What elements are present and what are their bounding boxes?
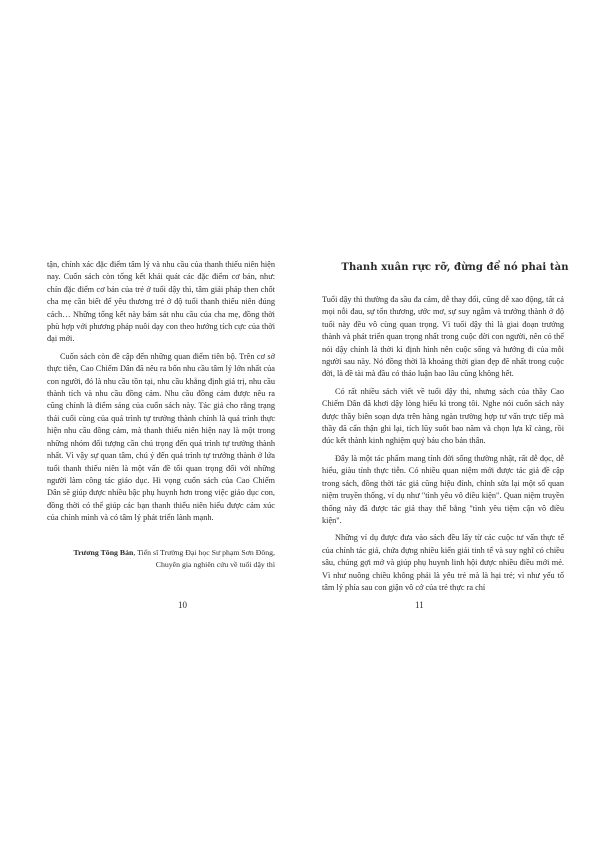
left-paragraph-1: tận, chính xác đặc điểm tâm lý và nhu cầu của thanh thiếu niên hiện nay. Cuốn sách còn tổng kết khái quát các đặc điểm cơ bản, như: chín đặc điểm cơ bản của trẻ ở tuổi dậy thì, tâm giải pháp then chốt cha mẹ cần biết để yêu thương trẻ ở độ tuổi thanh thiếu niên đúng cách… Những tổng kết này bám sát nhu cầu của cha mẹ, đồng thời phù hợp với phương pháp nuôi dạy con theo hướng tích cực của thời đại mới. bbox=[47, 260, 275, 344]
right-body-text bbox=[322, 294, 564, 599]
attribution bbox=[35, 547, 275, 571]
right-paragraph-2: Có rất nhiều sách viết về tuổi dậy thì, nhưng sách của thầy Cao Chiếm Dân đã khơi dậy lòng hiếu kì trong tôi. Nghe nói cuốn sách này được thầy biên soạn dựa trên hàng ngàn trường hợp tư vấn trực tiếp mà thầy đã cẩn thận ghi lại, tích lũy suốt bao năm và chọn lựa kĩ càng, rồi đúc kết thành kinh nghiệm quý báu cho bản thân. bbox=[322, 386, 564, 446]
chapter-title: Thanh xuân rực rỡ, đừng để nó phai tàn bbox=[341, 262, 569, 273]
attribution-name: Trương Tông Bản bbox=[73, 548, 134, 557]
right-paragraph-4: Những ví dụ được đưa vào sách đều lấy từ các cuộc tư vấn thực tế của chính tác giả, chứa đựng nhiều kiến giải tinh tế và suy nghĩ có chiều sâu, chúng gợi mở và giúp phụ huynh linh hội được nhiều điều mới mẻ. Vì như nuông chiều không phải là yêu trẻ mà là hại trẻ; vì như yếu tố tâm lý phía sau con giận vô cớ của trẻ thực ra chỉ bbox=[322, 533, 564, 592]
attribution-line-1 bbox=[35, 547, 275, 559]
right-paragraph-3: Đây là một tác phẩm mang tính đời sống thường nhật, rất dễ đọc, dễ hiểu, giàu tính thực tiễn. Có nhiều quan niệm mới được tác giả đề cập trong sách, đồng thời tác giả cũng hiệu đính, chỉnh sửa lại một số quan niệm truyền thống, ví dụ như "tình yêu vô điều kiện". Quan niệm truyền thống này đã được tác giả thay thế bằng "tình yêu tiệm cận vô điều kiện". bbox=[322, 453, 564, 525]
page-number-left: 10 bbox=[178, 600, 187, 610]
page-number-right: 11 bbox=[415, 600, 424, 610]
left-paragraph-2: Cuốn sách còn đề cập đến những quan điểm tiên bộ. Trên cơ sở thực tiễn, Cao Chiếm Dân đã nêu ra bốn nhu cầu tâm lý lớn nhất của con người, đó là nhu cầu tồn tại, nhu cầu khẳng định giá trị, nhu cầu thành tích và nhu cầu đồng cảm. Nhu cầu đồng cảm được nêu ra cũng chính là điểm sáng của cuốn sách này. Tác giả cho rằng trạng thái cuối cùng của quá trình tự trưởng thành chính là quá trình thực hiện nhu cầu đồng cảm, mà thanh thiếu niên hiện nay là một trong những nhóm đối tượng cần chú trọng đến quá trình tự trưởng thành nhất. Vì vậy sự quan tâm, chú ý đến quá trình tự trưởng thành ở lứa tuổi thanh thiếu niên là một vấn đề tối quan trọng đối với những người làm công tác giáo dục. Hi vọng cuốn sách của Cao Chiếm Dân sẽ giúp được nhiều bậc phụ huynh hơn trong việc giáo dục con, đồng thời có thể giúp các bạn thanh thiếu niên hiểu được cảm xúc của chính mình và có tâm lý phát triển lành mạnh. bbox=[47, 351, 275, 523]
attribution-line-2: Chuyên gia nghiên cứu về tuổi dậy thì bbox=[155, 560, 275, 569]
attribution-title: , Tiến sĩ Trường Đại học Sư phạm Sơn Đông, bbox=[133, 548, 275, 557]
right-paragraph-1: Tuổi dậy thì thường đa sầu đa cảm, dễ thay đổi, cũng dễ xao động, tất cả mọi nỗi đau, sự tổn thương, ước mơ, sự suy ngẫm và trưởng thành ở độ tuổi này đều vô cùng quan trọng. Vì tuổi dậy thì là giai đoạn trưởng thành và phát triển quan trọng nhất trong cuộc đời con người, nên có thể nói dậy chính là thời kì định hình nên cuộc sống và hướng đi của mỗi người sau này. Nó đồng thời là khoảng thời gian đẹp đẽ nhất trong cuộc đời, là đề tài mà đầu có thảo luận bao lâu cũng không hết. bbox=[322, 295, 564, 379]
right-page bbox=[300, 0, 600, 849]
left-body-text bbox=[47, 259, 275, 530]
